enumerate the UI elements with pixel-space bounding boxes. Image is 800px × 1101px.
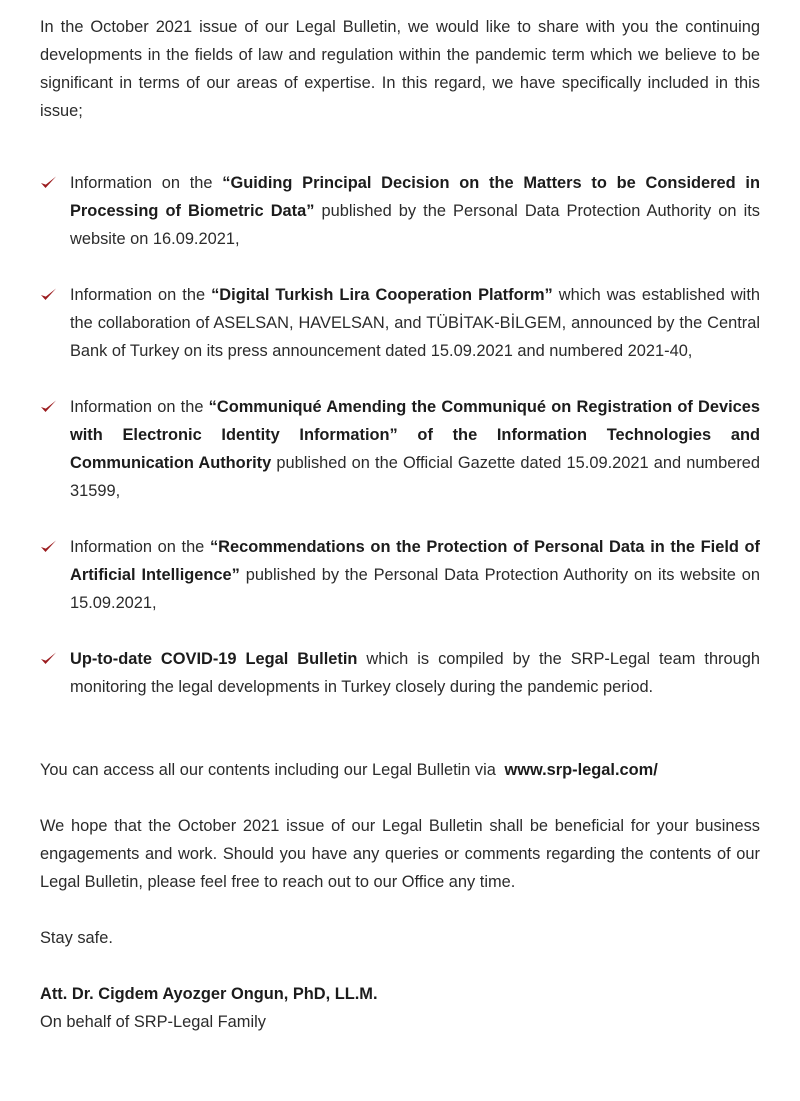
list-item: [40, 281, 760, 365]
website-link[interactable]: www.srp-legal.com/: [504, 761, 658, 779]
item-title: “Communiqué Amending the Communiqué on Registration of Devices with Electronic Identity Information” of the Information Technologies and Communication Authority: [70, 398, 761, 472]
item-title: Up-to-date COVID-19 Legal Bulletin: [70, 650, 358, 668]
bulletin-list: [40, 169, 760, 701]
list-item: [40, 645, 760, 701]
signatory-affiliation: On behalf of SRP-Legal Family: [40, 1013, 266, 1031]
item-prefix: Information on the: [70, 286, 212, 304]
item-prefix: Information on the: [70, 538, 210, 556]
item-suffix: published on the Official Gazette dated 15.09.2021 and numbered 31599,: [70, 454, 761, 500]
signatory-name: Att. Dr. Cigdem Ayozger Ongun, PhD, LL.M.: [40, 985, 378, 1003]
access-text: You can access all our contents including our Legal Bulletin via: [40, 761, 501, 779]
list-item-text: [70, 645, 760, 701]
list-item: [40, 169, 760, 253]
check-icon: [40, 399, 57, 414]
item-prefix: Information on the: [70, 174, 223, 192]
check-icon: [40, 175, 57, 190]
item-title: “Guiding Principal Decision on the Matters to be Considered in Processing of Biometric Data”: [70, 174, 760, 220]
list-item: [40, 393, 760, 505]
check-icon: [40, 651, 57, 666]
item-prefix: Information on the: [70, 398, 209, 416]
list-item: [40, 533, 760, 617]
item-title: “Recommendations on the Protection of Personal Data in the Field of Artificial Intelligence”: [70, 538, 760, 584]
intro-paragraph: In the October 2021 issue of our Legal Bulletin, we would like to share with you the continuing developments in the fields of law and regulation within the pandemic term which we believe to be significant in terms of our areas of expertise. In this regard, we have specifically included in this issue;: [40, 18, 760, 120]
access-paragraph: [40, 756, 760, 784]
item-title: “Digital Turkish Lira Cooperation Platform”: [211, 286, 553, 304]
signature-block: [40, 980, 760, 1036]
closing-text: Stay safe.: [40, 929, 113, 947]
check-icon: [40, 539, 57, 554]
list-item-text: [70, 533, 760, 617]
item-suffix: which was established with the collaboration of ASELSAN, HAVELSAN, and TÜBİTAK-BİLGEM, announced by the Central Bank of Turkey on its press announcement dated 15.09.2021 and numbered 2021-40,: [70, 286, 760, 360]
hope-paragraph: We hope that the October 2021 issue of our Legal Bulletin shall be beneficial for your business engagements and work. Should you have any queries or comments regarding the contents of our Legal Bulletin, please feel free to reach out to our Office any time.: [40, 817, 760, 891]
item-suffix: published by the Personal Data Protection Authority on its website on 15.09.2021,: [70, 566, 760, 612]
item-suffix: which is compiled by the SRP-Legal team through monitoring the legal developments in Turkey closely during the pandemic period.: [70, 650, 760, 696]
list-item-text: [70, 281, 760, 365]
check-icon: [40, 287, 57, 302]
list-item-text: [70, 169, 760, 253]
list-item-text: [70, 393, 760, 505]
item-suffix: published by the Personal Data Protection Authority on its website on 16.09.2021,: [70, 202, 760, 248]
